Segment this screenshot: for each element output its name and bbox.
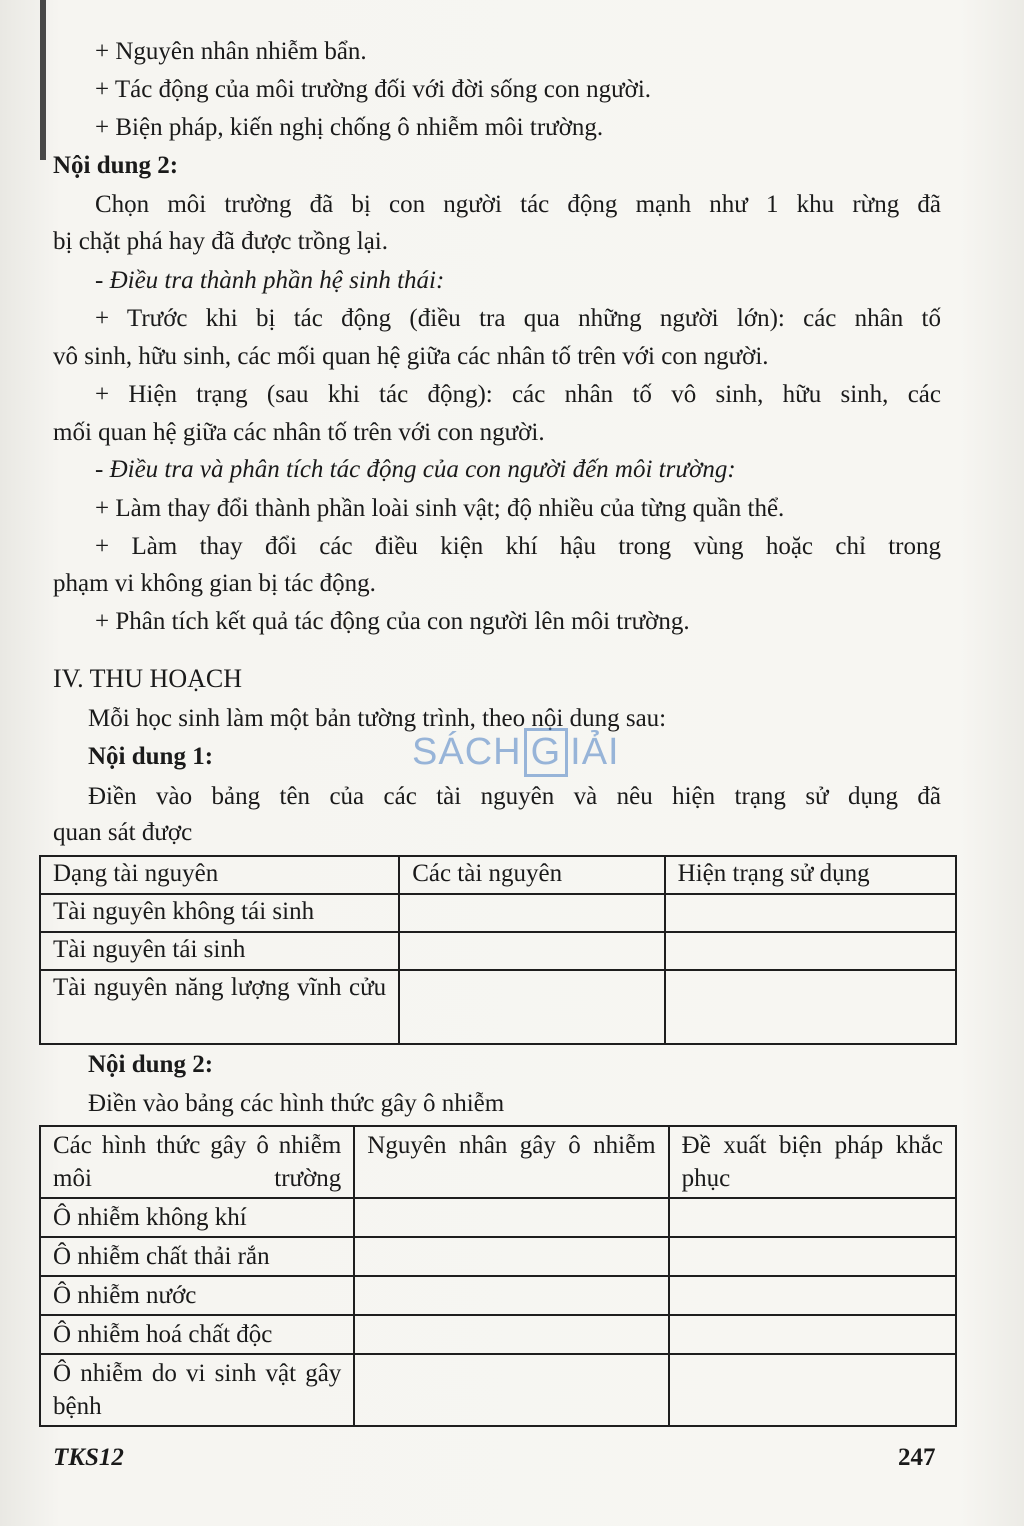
- table-cell-empty: [669, 1354, 956, 1426]
- table-cell-empty: [399, 970, 664, 1044]
- text-line: + Hiện trạng (sau khi tác động): các nhân tố vô sinh, hữu sinh, các: [95, 381, 941, 408]
- table-row: [40, 1198, 956, 1237]
- table-header-cell: Hiện trạng sử dụng: [665, 856, 956, 894]
- table-cell: Ô nhiễm không khí: [40, 1198, 354, 1237]
- table-row: [40, 932, 956, 970]
- table-cell-empty: [399, 894, 664, 932]
- text-line: + Làm thay đổi thành phần loài sinh vật; độ nhiều của từng quần thể.: [95, 495, 785, 522]
- text-line: + Tác động của môi trường đối với đời sống con người.: [95, 76, 652, 103]
- table-cell-empty: [665, 932, 956, 970]
- page-number: 247: [898, 1444, 936, 1471]
- table-cell: Ô nhiễm chất thải rắn: [40, 1237, 354, 1276]
- table-row: [40, 894, 956, 932]
- table-cell-empty: [354, 1354, 668, 1426]
- table-header-cell: Đề xuất biện pháp khắc phục: [669, 1126, 956, 1198]
- section-title: IV. THU HOẠCH: [53, 664, 242, 693]
- text-line-italic: - Điều tra và phân tích tác động của con người đến môi trường:: [95, 456, 736, 483]
- section-heading: Nội dung 1:: [88, 743, 214, 770]
- table-header-row: [40, 856, 956, 894]
- section-heading: Nội dung 2:: [88, 1051, 214, 1078]
- text-line: Chọn môi trường đã bị con người tác động mạnh như 1 khu rừng đã: [95, 191, 941, 218]
- table-row: [40, 1276, 956, 1315]
- table-cell-empty: [669, 1315, 956, 1354]
- table-cell-empty: [669, 1198, 956, 1237]
- table-cell: Ô nhiễm nước: [40, 1276, 354, 1315]
- pollution-table: [39, 1125, 957, 1427]
- table-cell-empty: [354, 1276, 668, 1315]
- text-line: phạm vi không gian bị tác động.: [53, 570, 376, 597]
- page-edge-shadow: [40, 0, 46, 160]
- table-header-row: [40, 1126, 956, 1198]
- watermark-text: SÁCH: [412, 731, 522, 773]
- book-code: TKS12: [53, 1444, 124, 1471]
- table-row: [40, 1354, 956, 1426]
- table-header-cell: Các tài nguyên: [399, 856, 664, 894]
- text-line: Mỗi học sinh làm một bản tường trình, theo nội dung sau:: [88, 705, 667, 732]
- table-row: [40, 970, 956, 1044]
- text-line: mối quan hệ giữa các nhân tố trên với con người.: [53, 419, 545, 446]
- watermark-text: IẢI: [570, 731, 620, 773]
- table-cell: Tài nguyên tái sinh: [40, 932, 399, 970]
- table-cell-empty: [354, 1198, 668, 1237]
- table-cell: Tài nguyên năng lượng vĩnh cửu: [40, 970, 399, 1044]
- text-line: quan sát được: [53, 819, 193, 846]
- text-line: + Nguyên nhân nhiễm bẩn.: [95, 38, 367, 65]
- table-cell-empty: [665, 970, 956, 1044]
- text-line: Điền vào bảng tên của các tài nguyên và nêu hiện trạng sử dụng đã: [88, 783, 941, 810]
- text-line: + Làm thay đổi các điều kiện khí hậu trong vùng hoặc chỉ trong: [95, 533, 941, 560]
- watermark-text: G: [524, 728, 569, 777]
- text-line: + Biện pháp, kiến nghị chống ô nhiễm môi trường.: [95, 114, 604, 141]
- text-line: vô sinh, hữu sinh, các mối quan hệ giữa các nhân tố trên với con người.: [53, 343, 769, 370]
- table-row: [40, 1315, 956, 1354]
- table-cell: Tài nguyên không tái sinh: [40, 894, 399, 932]
- table-cell-empty: [399, 932, 664, 970]
- table-cell-empty: [665, 894, 956, 932]
- text-line: bị chặt phá hay đã được trồng lại.: [53, 228, 388, 255]
- resources-table: [39, 855, 957, 1045]
- text-line-italic: - Điều tra thành phần hệ sinh thái:: [95, 267, 445, 294]
- table-row: [40, 1237, 956, 1276]
- table-header-cell: Các hình thức gây ô nhiễm môi trường: [40, 1126, 354, 1198]
- section-heading: Nội dung 2:: [53, 152, 179, 179]
- table-cell-empty: [669, 1237, 956, 1276]
- table-header-cell: Dạng tài nguyên: [40, 856, 399, 894]
- table-cell-empty: [354, 1237, 668, 1276]
- table-header-cell: Nguyên nhân gây ô nhiễm: [354, 1126, 668, 1198]
- table-cell-empty: [669, 1276, 956, 1315]
- table-cell: Ô nhiễm hoá chất độc: [40, 1315, 354, 1354]
- text-line: + Phân tích kết quả tác động của con người lên môi trường.: [95, 608, 690, 635]
- text-line: + Trước khi bị tác động (điều tra qua những người lớn): các nhân tố: [95, 305, 941, 332]
- table-cell-empty: [354, 1315, 668, 1354]
- table-cell: Ô nhiễm do vi sinh vật gây bệnh: [40, 1354, 354, 1426]
- watermark-logo: [412, 728, 620, 777]
- text-line: Điền vào bảng các hình thức gây ô nhiễm: [88, 1090, 505, 1117]
